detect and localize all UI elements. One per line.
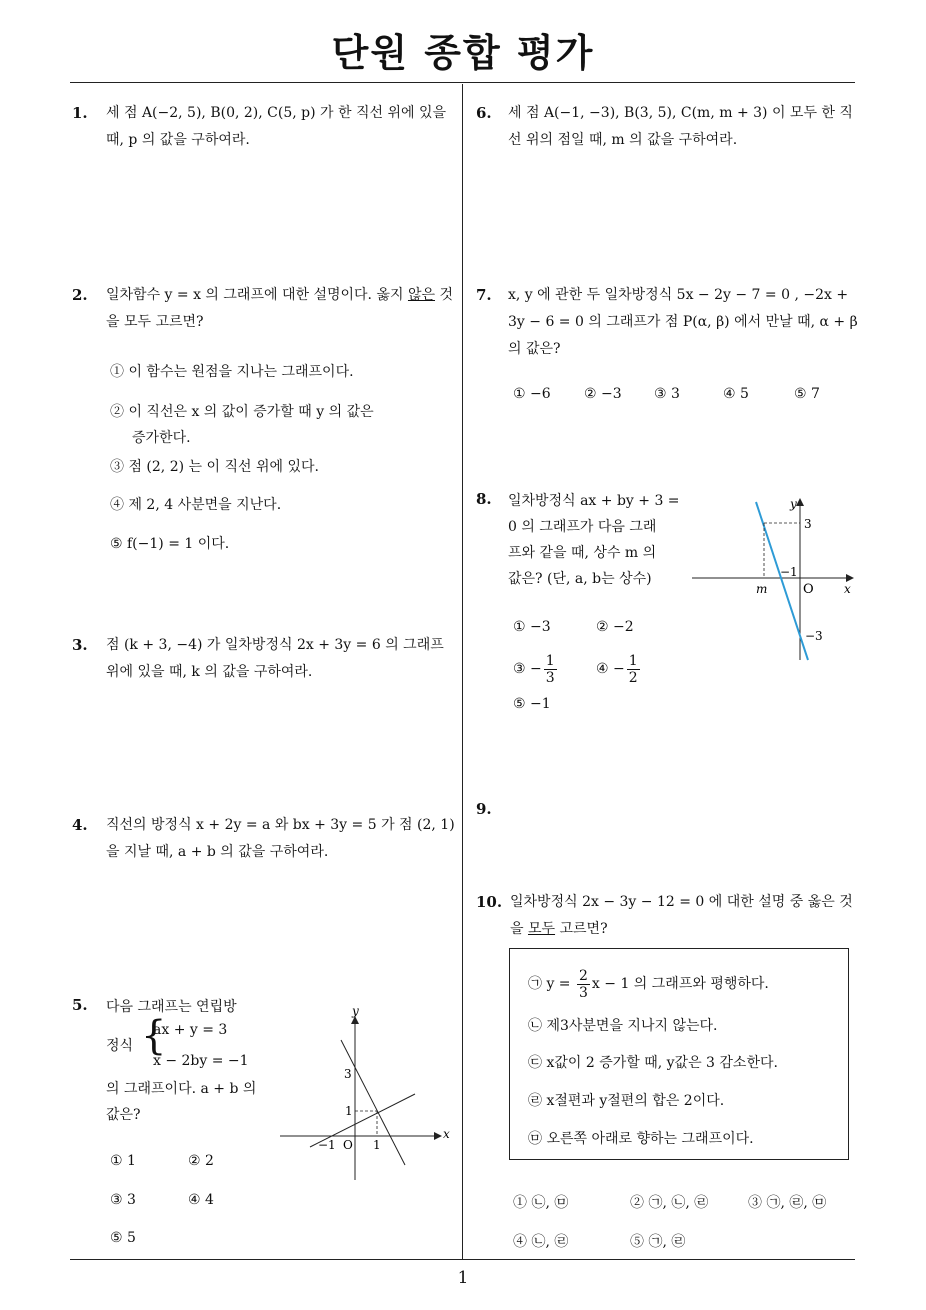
q8-option-1[interactable]: ① −3 (513, 619, 551, 635)
q8-label-m: m (756, 582, 768, 596)
q10-statement-3: ㉢ x값이 2 증가할 때, y값은 3 감소한다. (528, 1055, 778, 1071)
q9-number: 9. (476, 800, 492, 818)
q10-statement-1: ㉠ y = $\frac{2}{3}$ x − 1 의 그래프와 평행하다. (528, 967, 769, 1001)
q7-option-2[interactable]: ② −3 (584, 386, 622, 402)
q8-x-label: x (844, 582, 851, 596)
q6-text: 세 점 A(−1, −3), B(3, 5), C(m, m + 3) 이 모두 한 직선 위의 점일 때, m 의 값을 구하여라. (508, 105, 853, 148)
q1-number: 1. (72, 104, 88, 122)
q10-option-3[interactable]: ③ ㉠, ㉣, ㉤ (748, 1195, 827, 1211)
q10-option-2[interactable]: ② ㉠, ㉡, ㉣ (630, 1195, 709, 1211)
q2-number: 2. (72, 286, 88, 304)
q5-option-3[interactable]: ③ 3 (110, 1192, 136, 1208)
q5-option-2[interactable]: ② 2 (188, 1153, 214, 1169)
q8-line-1: 일차방정식 ax + by + 3 = (508, 493, 680, 509)
q2-text: 일차함수 y = x 의 그래프에 대한 설명이다. 옳지 않은 것을 모두 고르면? (106, 287, 453, 330)
q5-label-1y: 1 (345, 1104, 353, 1118)
q5-option-5[interactable]: ⑤ 5 (110, 1230, 136, 1246)
q7-option-3[interactable]: ③ 3 (654, 386, 680, 402)
q6-number: 6. (476, 104, 492, 122)
q8-graph (688, 490, 858, 665)
q5-label-3: 3 (344, 1067, 352, 1081)
q8-option-3[interactable]: ③ − $\frac{1}{3}$ (513, 652, 555, 686)
q8-origin: O (803, 582, 814, 597)
q8-label-neg1: −1 (780, 565, 798, 579)
q5-label-neg1: −1 (318, 1138, 336, 1152)
q5-eq-1: ax + y = 3 (153, 1022, 228, 1038)
q10-option-5[interactable]: ⑤ ㉠, ㉣ (630, 1234, 686, 1250)
q5-text-3: 의 그래프이다. a + b 의 (106, 1081, 257, 1097)
q10-option-4[interactable]: ④ ㉡, ㉣ (513, 1234, 569, 1250)
q5-x-label: x (443, 1127, 450, 1141)
page-title: 단원 종합 평가 (331, 31, 595, 75)
top-rule (70, 82, 855, 83)
q8-line-4: 값은? (단, a, b는 상수) (508, 571, 652, 587)
q8-label-3: 3 (804, 517, 812, 531)
q10-statement-2: ㉡ 제3사분면을 지나지 않는다. (528, 1018, 718, 1034)
q8-line-2: 0 의 그래프가 다음 그래 (508, 519, 657, 535)
q10-statement-box (509, 948, 849, 1160)
q5-origin: O (343, 1138, 353, 1152)
page-number: 1 (457, 1268, 469, 1288)
q5-brace: { (141, 1013, 167, 1059)
q4-text: 직선의 방정식 x + 2y = a 와 bx + 3y = 5 가 점 (2, 1) 을 지날 때, a + b 의 값을 구하여라. (106, 817, 455, 860)
q5-text-1: 다음 그래프는 연립방 (106, 999, 237, 1015)
q1-text: 세 점 A(−2, 5), B(0, 2), C(5, p) 가 한 직선 위에 있을 때, p 의 값을 구하여라. (106, 105, 447, 148)
q2-option-1[interactable]: ① 이 함수는 원점을 지나는 그래프이다. (110, 364, 354, 380)
q5-option-4[interactable]: ④ 4 (188, 1192, 214, 1208)
q2-option-5[interactable]: ⑤ f(−1) = 1 이다. (110, 536, 230, 552)
bottom-rule (70, 1259, 855, 1260)
q10-option-1[interactable]: ① ㉡, ㉤ (513, 1195, 569, 1211)
q5-label-1x: 1 (373, 1138, 381, 1152)
q2-option-2-cont: 증가한다. (132, 430, 191, 446)
q8-line-3: 프와 같을 때, 상수 m 의 (508, 545, 657, 561)
q5-graph (275, 1000, 455, 1185)
q7-option-5[interactable]: ⑤ 7 (794, 386, 820, 402)
q4-number: 4. (72, 816, 88, 834)
q5-number: 5. (72, 996, 88, 1014)
q7-option-4[interactable]: ④ 5 (723, 386, 749, 402)
q8-label-neg3: −3 (805, 629, 823, 643)
q8-option-5[interactable]: ⑤ −1 (513, 696, 551, 712)
q8-option-2[interactable]: ② −2 (596, 619, 634, 635)
column-divider (462, 84, 463, 1260)
q5-y-label: y (352, 1004, 359, 1018)
q3-text: 점 (k + 3, −4) 가 일차방정식 2x + 3y = 6 의 그래프 위에 있을 때, k 의 값을 구하여라. (106, 637, 444, 680)
q2-option-2[interactable]: ② 이 직선은 x 의 값이 증가할 때 y 의 값은 (110, 404, 374, 420)
q10-statement-4: ㉣ x절편과 y절편의 합은 2이다. (528, 1093, 725, 1109)
q2-option-4[interactable]: ④ 제 2, 4 사분면을 지난다. (110, 497, 282, 513)
q2-option-3[interactable]: ③ 점 (2, 2) 는 이 직선 위에 있다. (110, 459, 319, 475)
q8-number: 8. (476, 490, 492, 508)
q8-option-4[interactable]: ④ − $\frac{1}{2}$ (596, 652, 638, 686)
q5-text-4: 값은? (106, 1107, 141, 1123)
q7-text: x, y 에 관한 두 일차방정식 5x − 2y − 7 = 0 , −2x + 3y − 6 = 0 의 그래프가 점 P(α, β) 에서 만날 때, α + β 의 값은? (508, 287, 858, 357)
q7-number: 7. (476, 286, 492, 304)
q5-eq-2: x − 2by = −1 (153, 1053, 249, 1069)
q3-number: 3. (72, 636, 88, 654)
q5-text-2: 정식 (106, 1038, 134, 1054)
q10-text: 일차방정식 2x − 3y − 12 = 0 에 대한 설명 중 옳은 것을 모두 고르면? (510, 894, 853, 937)
q8-y-label: y (790, 497, 797, 511)
q10-statement-5: ㉤ 오른쪽 아래로 향하는 그래프이다. (528, 1131, 754, 1147)
q10-number: 10. (476, 893, 503, 911)
q7-option-1[interactable]: ① −6 (513, 386, 551, 402)
q5-option-1[interactable]: ① 1 (110, 1153, 136, 1169)
